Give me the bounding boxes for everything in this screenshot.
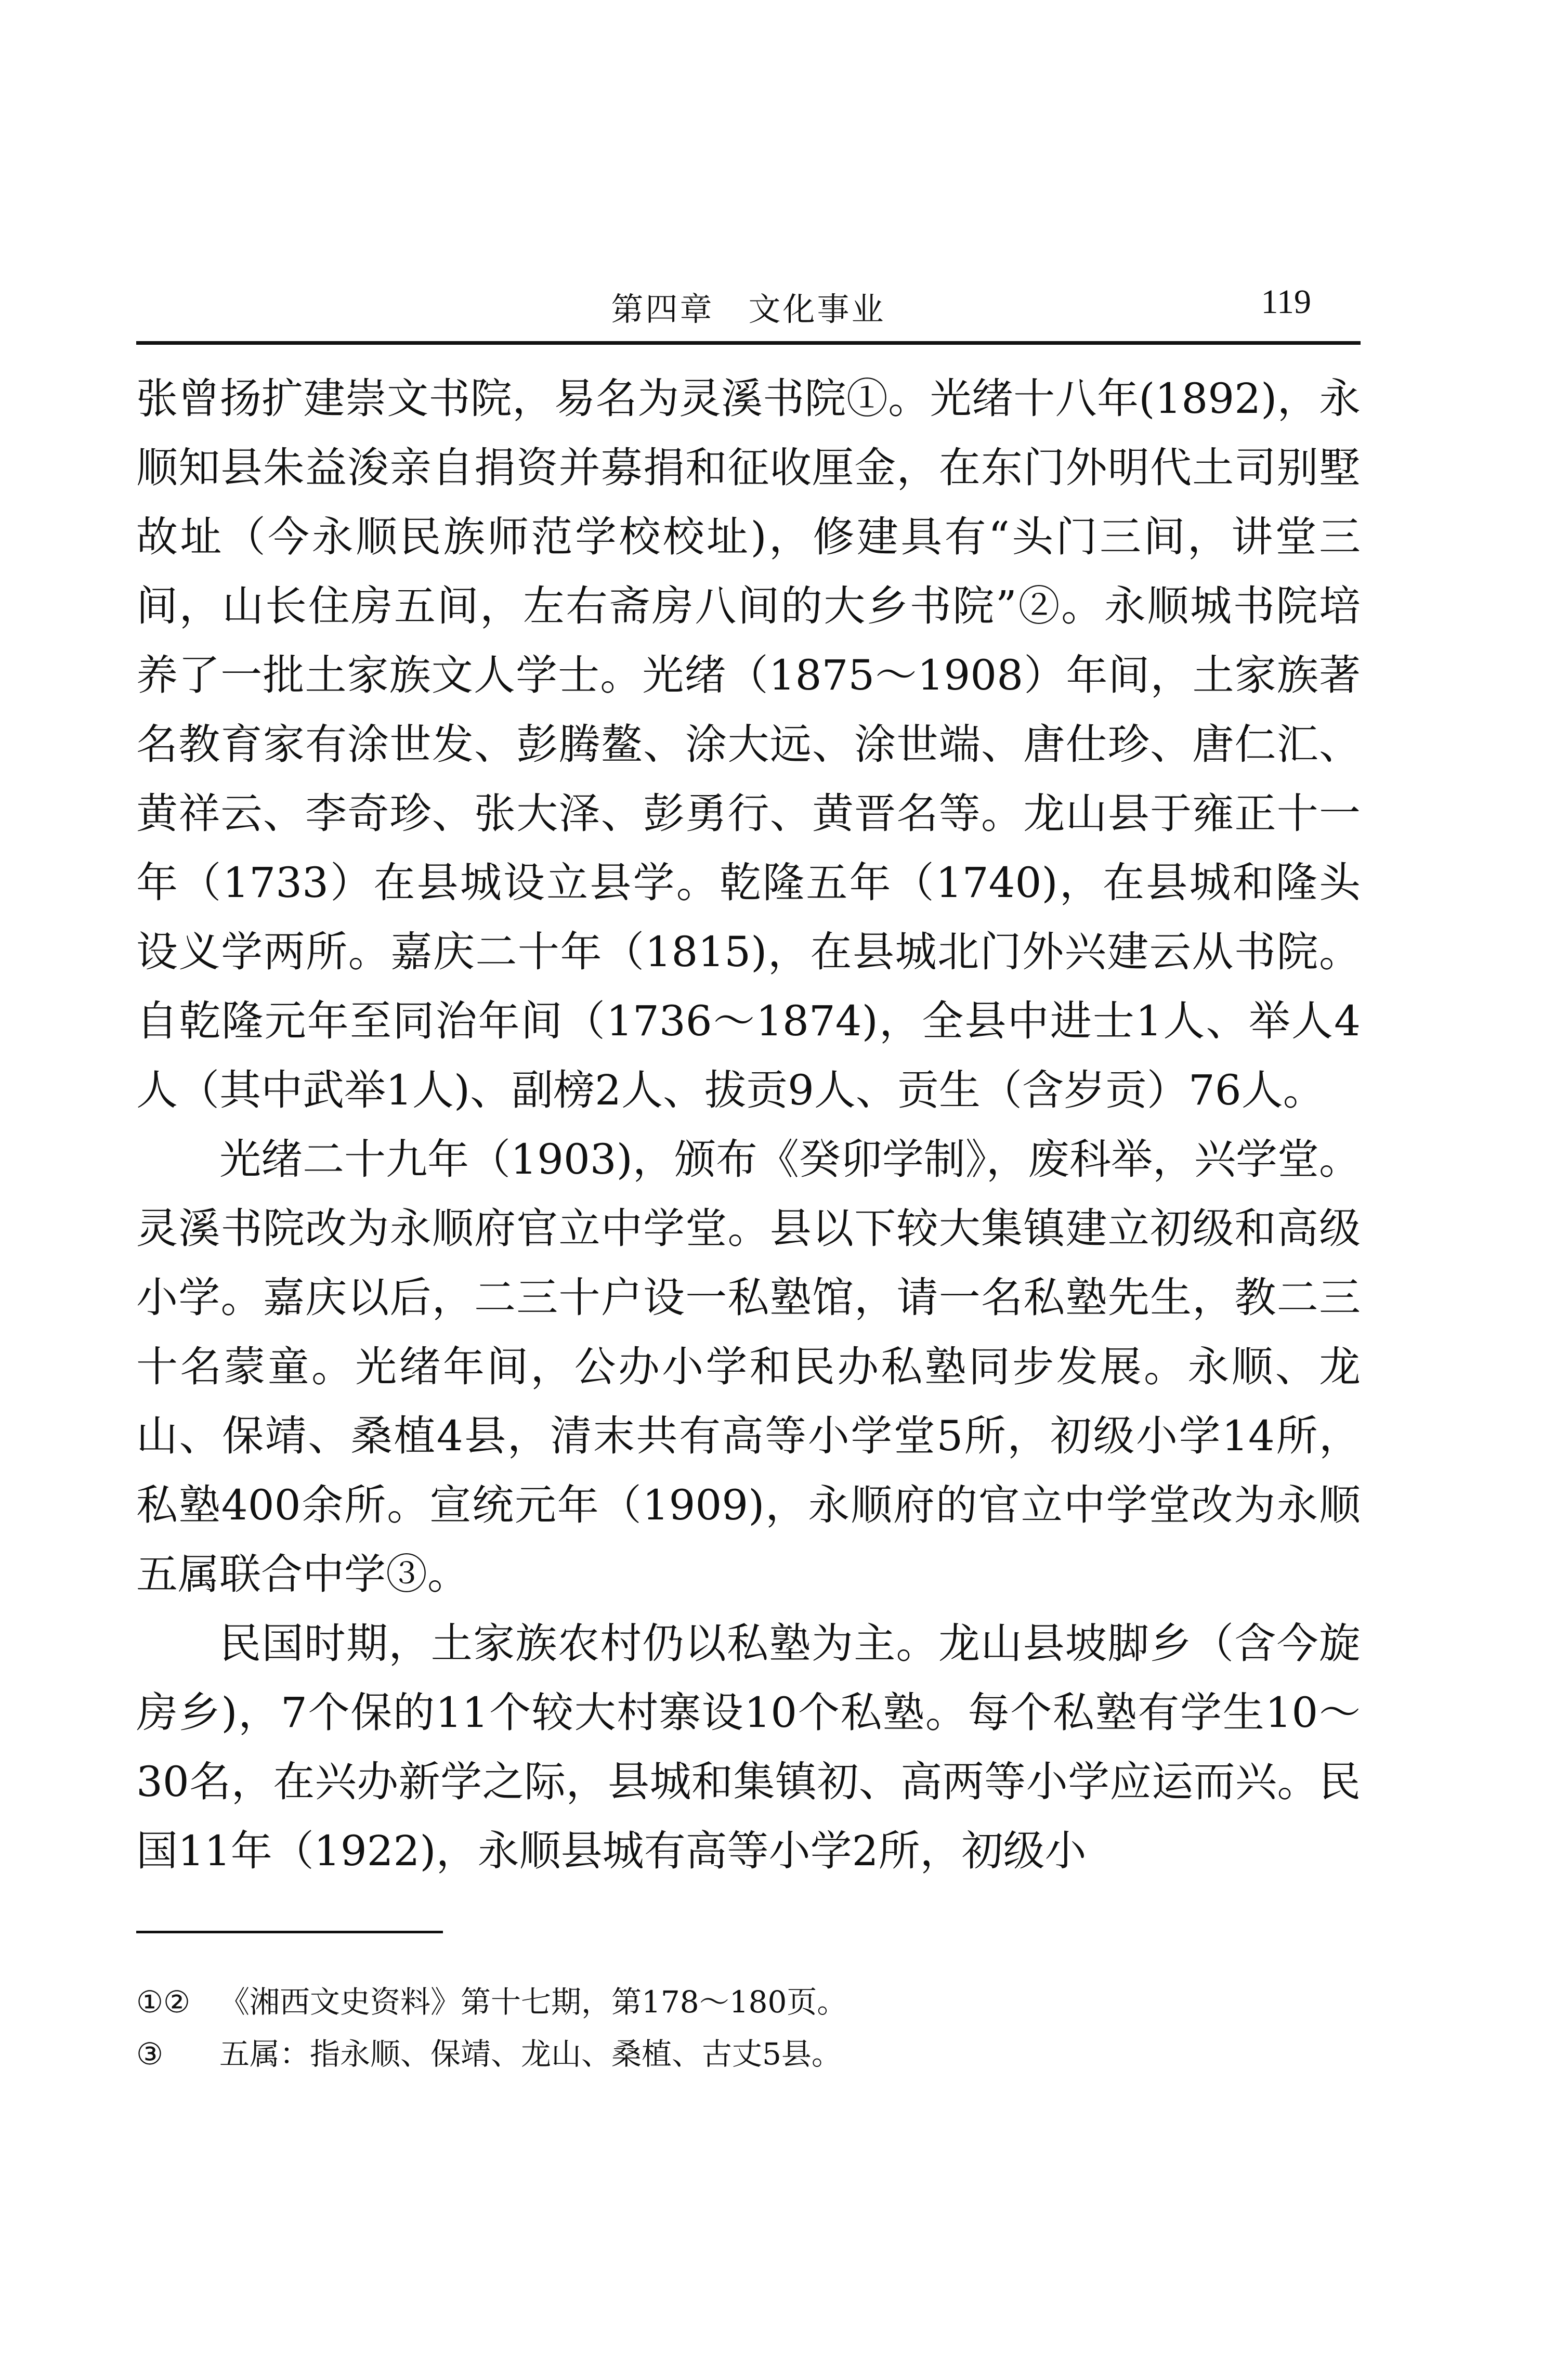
body-text	[136, 364, 1361, 1885]
paragraph-1: 张曾扬扩建崇文书院，易名为灵溪书院①。光绪十八年(1892)，永顺知县朱益浚亲自捐资并募捐和征收厘金，在东门外明代土司别墅故址（今永顺民族师范学校校址)，修建具有“头门三间，讲堂三间，山长住房五间，左右斋房八间的大乡书院”②。永顺城书院培养了一批土家族文人学士。光绪（1875～1908）年间，土家族著名教育家有涂世发、彭腾鳌、涂大远、涂世端、唐仕珍、唐仁汇、黄祥云、李奇珍、张大泽、彭勇行、黄晋名等。龙山县于雍正十一年（1733）在县城设立县学。乾隆五年（1740)，在县城和隆头设义学两所。嘉庆二十年（1815)，在县城北门外兴建云从书院。自乾隆元年至同治年间（1736～1874)，全县中进士1人、举人4人（其中武举1人)、副榜2人、拔贡9人、贡生（含岁贡）76人。	[136, 374, 1361, 1114]
page-number: 119	[1261, 283, 1311, 321]
chapter-title: 第四章 文化事业	[611, 290, 886, 328]
footnote-2	[136, 2028, 1361, 2080]
footnote-text: 五属：指永顺、保靖、龙山、桑植、古丈5县。	[219, 2036, 842, 2072]
footnote-rule	[136, 1931, 443, 1933]
paragraph-3: 民国时期，土家族农村仍以私塾为主。龙山县坡脚乡（含今旋房乡)，7个保的11个较大村寨设10个私塾。每个私塾有学生10～30名，在兴办新学之际，县城和集镇初、高两等小学应运而兴。民国11年（1922)，永顺县城有高等小学2所，初级小	[136, 1619, 1361, 1875]
footnote-text: 《湘西文史资料》第十七期，第178～180页。	[219, 1984, 847, 2020]
running-header	[136, 278, 1361, 341]
paragraph-2: 光绪二十九年（1903)，颁布《癸卯学制》，废科举，兴学堂。灵溪书院改为永顺府官立中学堂。县以下较大集镇建立初级和高级小学。嘉庆以后，二三十户设一私塾馆，请一名私塾先生，教二三十名蒙童。光绪年间，公办小学和民办私塾同步发展。永顺、龙山、保靖、桑植4县，清末共有高等小学堂5所，初级小学14所，私塾400余所。宣统元年（1909)，永顺府的官立中学堂改为永顺五属联合中学③。	[136, 1135, 1361, 1598]
footnote-1	[136, 1976, 1361, 2028]
footnote-mark: ③	[136, 2036, 163, 2072]
footnotes	[136, 1976, 1361, 2080]
footnote-mark: ①②	[136, 1984, 190, 2020]
header-rule	[136, 341, 1361, 345]
